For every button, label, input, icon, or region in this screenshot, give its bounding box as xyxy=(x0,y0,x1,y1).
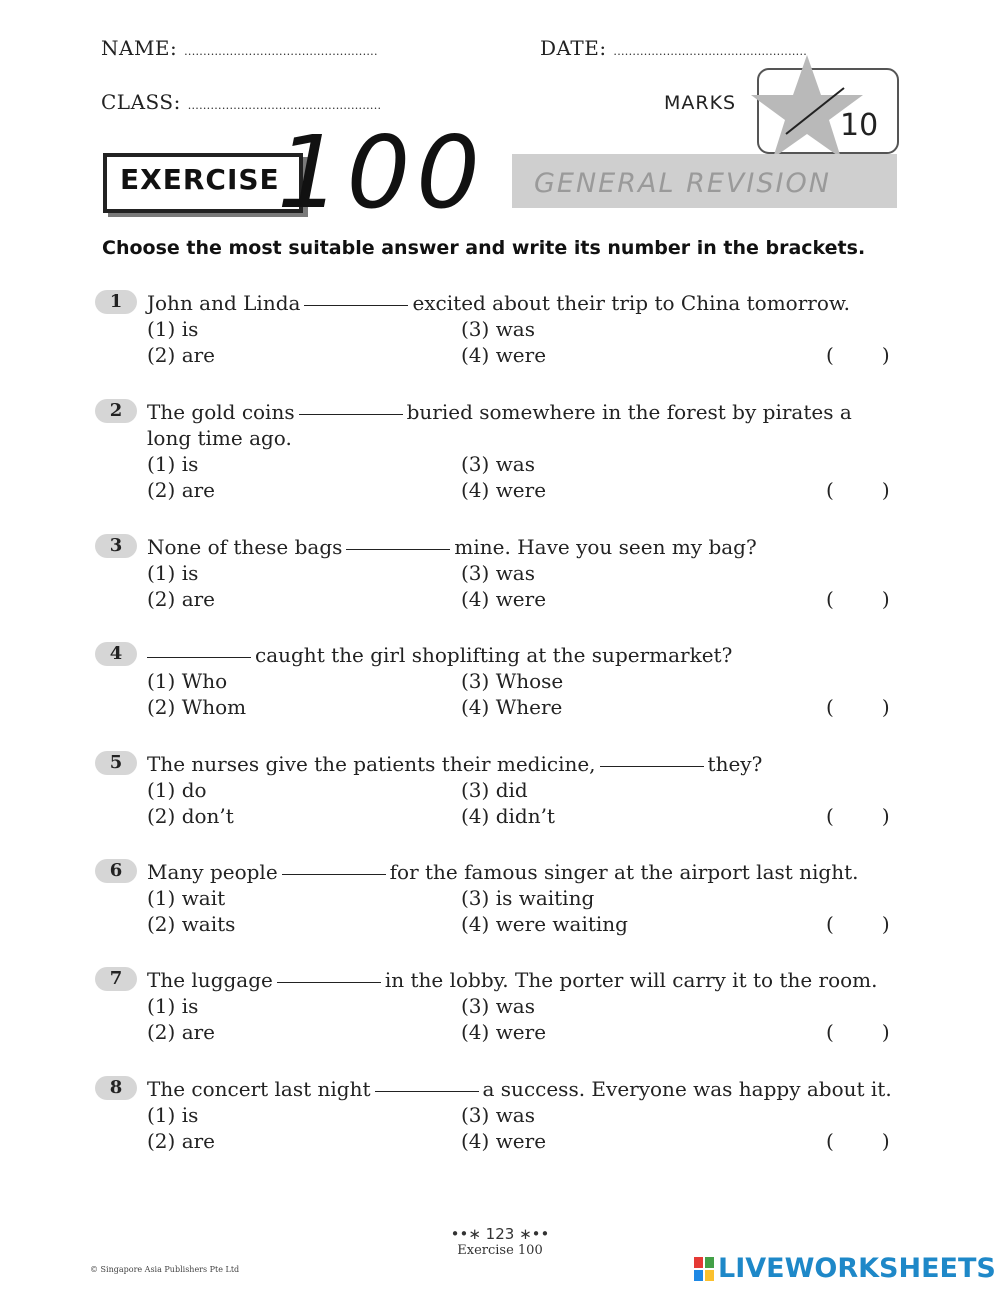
answer-bracket[interactable] xyxy=(826,477,890,503)
bracket-open: ( xyxy=(826,1020,834,1044)
question-text-before: None of these bags xyxy=(147,535,343,559)
question-text xyxy=(147,290,899,316)
instructions: Choose the most suitable answer and write its number in the brackets. xyxy=(102,237,866,259)
answer-blank[interactable] xyxy=(375,1091,479,1092)
option-1: (1) is xyxy=(147,452,199,476)
answer-bracket[interactable] xyxy=(826,694,890,720)
option-3: (3) was xyxy=(461,994,535,1018)
option-2: (2) are xyxy=(147,587,216,611)
footer-exercise: Exercise 100 xyxy=(457,1243,543,1258)
question-text-before: Many people xyxy=(147,860,278,884)
answer-bracket[interactable] xyxy=(826,586,890,612)
question-number: 3 xyxy=(95,534,137,558)
question-text-after: caught the girl shoplifting at the supermarket? xyxy=(255,643,733,667)
bracket-close: ) xyxy=(881,1020,890,1044)
date-label: DATE: xyxy=(540,36,607,60)
bracket-open: ( xyxy=(826,343,834,367)
date-dots: ................................................... xyxy=(613,45,808,58)
bracket-close: ) xyxy=(881,1129,890,1153)
question-text-before: The gold coins xyxy=(147,400,295,424)
bracket-open: ( xyxy=(826,478,834,502)
option-4: (4) were xyxy=(461,1129,547,1153)
option-3: (3) was xyxy=(461,561,535,585)
answer-blank[interactable] xyxy=(299,414,403,415)
question-number: 7 xyxy=(95,967,137,991)
option-3: (3) was xyxy=(461,317,535,341)
name-dots: ................................................... xyxy=(184,45,378,58)
question-number: 6 xyxy=(95,859,137,883)
option-4: (4) Where xyxy=(461,695,563,719)
option-2: (2) are xyxy=(147,343,216,367)
question-number: 2 xyxy=(95,399,137,423)
option-1: (1) is xyxy=(147,317,199,341)
answer-blank[interactable] xyxy=(282,874,386,875)
question-text xyxy=(147,399,899,451)
answer-blank[interactable] xyxy=(304,305,408,306)
option-3: (3) is waiting xyxy=(461,886,595,910)
option-3: (3) was xyxy=(461,452,535,476)
option-1: (1) is xyxy=(147,1103,199,1127)
option-4: (4) didn’t xyxy=(461,804,555,828)
liveworksheets-icon xyxy=(694,1257,714,1281)
question-text-after: a success. Everyone was happy about it. xyxy=(482,1077,892,1101)
option-2: (2) are xyxy=(147,1129,216,1153)
question-number: 1 xyxy=(95,290,137,314)
option-3: (3) Whose xyxy=(461,669,564,693)
bracket-close: ) xyxy=(881,587,890,611)
question-text xyxy=(147,967,899,993)
answer-bracket[interactable] xyxy=(826,803,890,829)
class-label: CLASS: xyxy=(101,90,181,114)
bracket-open: ( xyxy=(826,912,834,936)
question-text-after: mine. Have you seen my bag? xyxy=(454,535,757,559)
option-3: (3) did xyxy=(461,778,528,802)
option-2: (2) waits xyxy=(147,912,236,936)
exercise-label: EXERCISE xyxy=(120,163,280,196)
bracket-close: ) xyxy=(881,343,890,367)
option-2: (2) don’t xyxy=(147,804,234,828)
option-2: (2) Whom xyxy=(147,695,247,719)
question-text-after: excited about their trip to China tomorrow. xyxy=(412,291,850,315)
bracket-close: ) xyxy=(881,695,890,719)
question-text xyxy=(147,534,899,560)
question-text-after: for the famous singer at the airport last night. xyxy=(389,860,859,884)
bracket-open: ( xyxy=(826,804,834,828)
question-text xyxy=(147,1076,899,1102)
class-field xyxy=(101,90,381,114)
question-text-before: John and Linda xyxy=(147,291,301,315)
class-dots: ................................................... xyxy=(187,99,382,112)
name-label: NAME: xyxy=(101,36,178,60)
liveworksheets-logo[interactable] xyxy=(694,1253,996,1284)
marks-total: 10 xyxy=(840,108,879,143)
marks-label: MARKS xyxy=(664,92,737,114)
option-4: (4) were xyxy=(461,343,547,367)
question-text-before: The luggage xyxy=(147,968,273,992)
option-2: (2) are xyxy=(147,1020,216,1044)
answer-blank[interactable] xyxy=(346,549,450,550)
exercise-number: 100 xyxy=(277,114,486,231)
question-text-before: The nurses give the patients their medicine, xyxy=(147,752,596,776)
option-2: (2) are xyxy=(147,478,216,502)
option-1: (1) is xyxy=(147,994,199,1018)
answer-bracket[interactable] xyxy=(826,1128,890,1154)
name-field xyxy=(101,36,378,60)
bracket-open: ( xyxy=(826,695,834,719)
option-4: (4) were waiting xyxy=(461,912,628,936)
answer-bracket[interactable] xyxy=(826,1019,890,1045)
question-number: 8 xyxy=(95,1076,137,1100)
question-text xyxy=(147,642,899,668)
question-text xyxy=(147,859,899,885)
answer-blank[interactable] xyxy=(147,657,251,658)
page-number: ••∗ 123 ∗•• xyxy=(450,1225,550,1243)
option-1: (1) Who xyxy=(147,669,228,693)
answer-blank[interactable] xyxy=(600,766,704,767)
liveworksheets-brand: LIVEWORKSHEETS xyxy=(718,1253,996,1284)
bracket-close: ) xyxy=(881,804,890,828)
question-text-after: they? xyxy=(707,752,763,776)
bracket-close: ) xyxy=(881,478,890,502)
option-4: (4) were xyxy=(461,478,547,502)
question-text-after: in the lobby. The porter will carry it to the room. xyxy=(384,968,878,992)
option-1: (1) wait xyxy=(147,886,226,910)
bracket-close: ) xyxy=(881,912,890,936)
option-3: (3) was xyxy=(461,1103,535,1127)
question-text-before: The concert last night xyxy=(147,1077,371,1101)
question-text-after: buried somewhere in the forest by pirates a long time ago. xyxy=(147,400,852,450)
answer-blank[interactable] xyxy=(277,982,381,983)
bracket-open: ( xyxy=(826,587,834,611)
question-number: 4 xyxy=(95,642,137,666)
question-number: 5 xyxy=(95,751,137,775)
answer-bracket[interactable] xyxy=(826,342,890,368)
bracket-open: ( xyxy=(826,1129,834,1153)
question-text xyxy=(147,751,899,777)
option-1: (1) is xyxy=(147,561,199,585)
topic-title: GENERAL REVISION xyxy=(534,168,831,199)
option-1: (1) do xyxy=(147,778,207,802)
option-4: (4) were xyxy=(461,1020,547,1044)
option-4: (4) were xyxy=(461,587,547,611)
answer-bracket[interactable] xyxy=(826,911,890,937)
copyright: © Singapore Asia Publishers Pte Ltd xyxy=(90,1265,240,1274)
